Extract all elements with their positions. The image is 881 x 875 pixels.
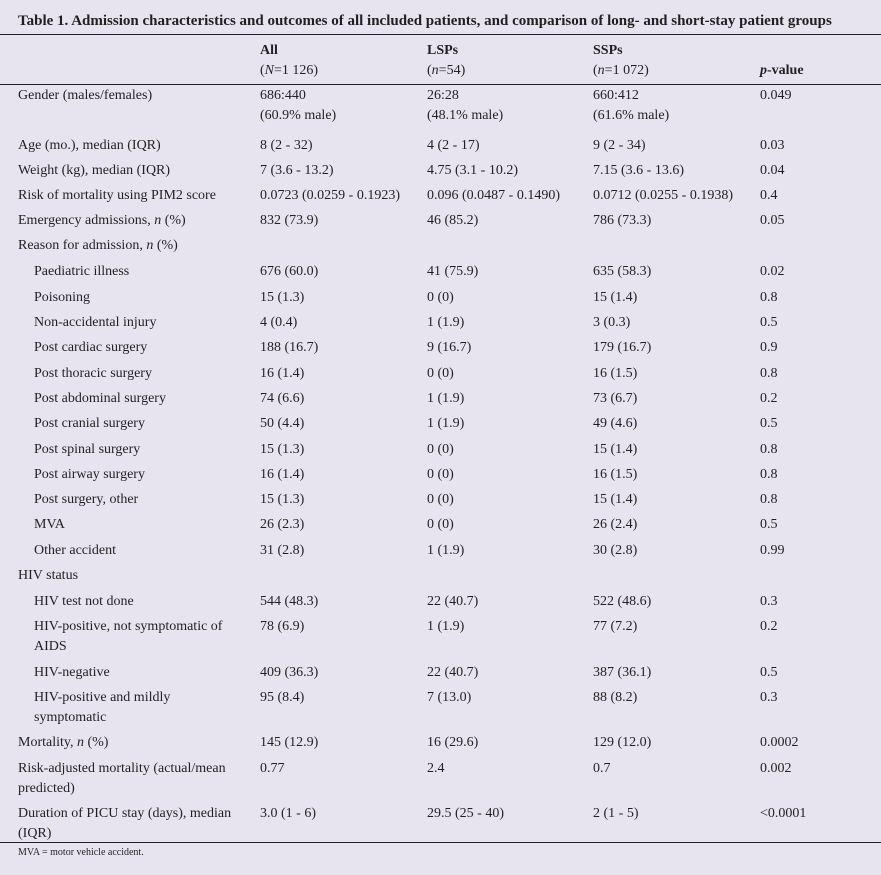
p-value: 0.049: [760, 88, 792, 103]
row-label: Gender (males/females): [18, 88, 153, 103]
value-ssp: 15 (1.4): [593, 290, 638, 305]
value-lsp: 1 (1.9): [427, 391, 465, 406]
value-all: 16 (1.4): [260, 366, 305, 381]
row-label: Emergency admissions, n (%): [18, 213, 186, 228]
value-ssp: 786 (73.3): [593, 213, 652, 228]
column-header-p-value: p-value: [760, 63, 804, 78]
value-all: 544 (48.3): [260, 594, 319, 609]
bottom-rule: [0, 842, 881, 843]
value-ssp: 26 (2.4): [593, 517, 638, 532]
p-value: 0.2: [760, 391, 778, 406]
value-all: 31 (2.8): [260, 543, 305, 558]
p-value: 0.0002: [760, 735, 799, 750]
p-value: 0.99: [760, 543, 785, 558]
p-value: 0.5: [760, 416, 778, 431]
p-value: 0.002: [760, 761, 792, 776]
value-ssp: 15 (1.4): [593, 442, 638, 457]
row-label: HIV-negative: [34, 665, 110, 680]
value-ssp: 660:412 (61.6% male): [593, 88, 670, 123]
value-lsp: 29.5 (25 - 40): [427, 806, 504, 821]
value-all: 0.77: [260, 761, 285, 776]
row-label: Mortality, n (%): [18, 735, 109, 750]
row-label: HIV status: [18, 568, 79, 583]
value-all: 16 (1.4): [260, 467, 305, 482]
row-label: Post airway surgery: [34, 467, 145, 482]
row-label: Post cranial surgery: [34, 416, 145, 431]
value-ssp: 0.7: [593, 761, 611, 776]
row-label: Post abdominal surgery: [34, 391, 166, 406]
row-label: Paediatric illness: [34, 264, 130, 279]
value-ssp: 387 (36.1): [593, 665, 652, 680]
p-value: 0.5: [760, 315, 778, 330]
value-ssp: 7.15 (3.6 - 13.6): [593, 163, 684, 178]
value-all: 26 (2.3): [260, 517, 305, 532]
value-lsp: 0 (0): [427, 366, 454, 381]
value-lsp: 1 (1.9): [427, 619, 465, 634]
value-ssp: 30 (2.8): [593, 543, 638, 558]
value-ssp: 15 (1.4): [593, 492, 638, 507]
value-lsp: 9 (16.7): [427, 340, 472, 355]
row-label: HIV-positive and mildly symptomatic: [34, 690, 171, 725]
value-ssp: 73 (6.7): [593, 391, 638, 406]
value-all: 8 (2 - 32): [260, 138, 313, 153]
value-lsp: 16 (29.6): [427, 735, 479, 750]
value-lsp: 2.4: [427, 761, 445, 776]
row-label: Reason for admission, n (%): [18, 238, 178, 253]
value-ssp: 49 (4.6): [593, 416, 638, 431]
value-lsp: 41 (75.9): [427, 264, 479, 279]
value-all: 4 (0.4): [260, 315, 298, 330]
p-value: 0.3: [760, 690, 778, 705]
row-label: HIV-positive, not symptomatic of AIDS: [34, 619, 223, 654]
value-lsp: 1 (1.9): [427, 543, 465, 558]
p-value: 0.2: [760, 619, 778, 634]
value-lsp: 0 (0): [427, 492, 454, 507]
row-label: Risk of mortality using PIM2 score: [18, 188, 216, 203]
p-value: 0.8: [760, 467, 778, 482]
value-ssp: 635 (58.3): [593, 264, 652, 279]
value-lsp: 0 (0): [427, 517, 454, 532]
value-all: 7 (3.6 - 13.2): [260, 163, 334, 178]
p-value: <0.0001: [760, 806, 807, 821]
value-ssp: 16 (1.5): [593, 467, 638, 482]
row-label: Post spinal surgery: [34, 442, 141, 457]
value-ssp: 16 (1.5): [593, 366, 638, 381]
row-label: Post surgery, other: [34, 492, 139, 507]
value-lsp: 0 (0): [427, 290, 454, 305]
value-lsp: 7 (13.0): [427, 690, 472, 705]
value-lsp: 4 (2 - 17): [427, 138, 480, 153]
column-header-ssps: SSPs (n=1 072): [593, 43, 649, 78]
value-lsp: 26:28 (48.1% male): [427, 88, 504, 123]
value-lsp: 22 (40.7): [427, 594, 479, 609]
value-all: 3.0 (1 - 6): [260, 806, 316, 821]
value-all: 15 (1.3): [260, 442, 305, 457]
value-all: 832 (73.9): [260, 213, 319, 228]
row-label: Age (mo.), median (IQR): [18, 138, 161, 153]
value-lsp: 1 (1.9): [427, 315, 465, 330]
value-ssp: 88 (8.2): [593, 690, 638, 705]
row-label: Risk-adjusted mortality (actual/mean predicted): [18, 761, 226, 796]
p-value: 0.05: [760, 213, 785, 228]
p-value: 0.5: [760, 665, 778, 680]
value-ssp: 2 (1 - 5): [593, 806, 639, 821]
value-all: 15 (1.3): [260, 492, 305, 507]
value-all: 676 (60.0): [260, 264, 319, 279]
row-label: Duration of PICU stay (days), median (IQR): [18, 806, 232, 841]
table-header: [0, 34, 881, 84]
value-all: 74 (6.6): [260, 391, 305, 406]
row-label: Other accident: [34, 543, 117, 558]
value-ssp: 3 (0.3): [593, 315, 631, 330]
value-all: 95 (8.4): [260, 690, 305, 705]
value-lsp: 0.096 (0.0487 - 0.1490): [427, 188, 560, 203]
value-all: 78 (6.9): [260, 619, 305, 634]
p-value: 0.4: [760, 188, 778, 203]
p-value: 0.9: [760, 340, 778, 355]
value-lsp: 46 (85.2): [427, 213, 479, 228]
value-ssp: 0.0712 (0.0255 - 0.1938): [593, 188, 733, 203]
table-footnote: MVA = motor vehicle accident.: [18, 847, 144, 858]
value-all: 50 (4.4): [260, 416, 305, 431]
p-value: 0.3: [760, 594, 778, 609]
column-header-all: All (N=1 126): [260, 43, 319, 78]
row-label: MVA: [34, 517, 65, 532]
value-all: 0.0723 (0.0259 - 0.1923): [260, 188, 400, 203]
value-lsp: 22 (40.7): [427, 665, 479, 680]
value-all: 409 (36.3): [260, 665, 319, 680]
p-value: 0.04: [760, 163, 785, 178]
value-lsp: 4.75 (3.1 - 10.2): [427, 163, 518, 178]
row-label: Post thoracic surgery: [34, 366, 152, 381]
column-header-lsps: LSPs (n=54): [427, 43, 466, 78]
value-lsp: 0 (0): [427, 442, 454, 457]
value-all: 188 (16.7): [260, 340, 319, 355]
value-all: 686:440 (60.9% male): [260, 88, 337, 123]
value-ssp: 77 (7.2): [593, 619, 638, 634]
value-all: 145 (12.9): [260, 735, 319, 750]
row-label: Weight (kg), median (IQR): [18, 163, 171, 178]
value-lsp: 0 (0): [427, 467, 454, 482]
value-lsp: 1 (1.9): [427, 416, 465, 431]
p-value: 0.8: [760, 442, 778, 457]
p-value: 0.5: [760, 517, 778, 532]
row-label: Post cardiac surgery: [34, 340, 148, 355]
value-all: 15 (1.3): [260, 290, 305, 305]
p-value: 0.8: [760, 492, 778, 507]
row-label: Poisoning: [34, 290, 91, 305]
row-label: HIV test not done: [34, 594, 134, 609]
p-value: 0.8: [760, 290, 778, 305]
value-ssp: 129 (12.0): [593, 735, 652, 750]
p-value: 0.03: [760, 138, 785, 153]
row-label: Non-accidental injury: [34, 315, 157, 330]
value-ssp: 179 (16.7): [593, 340, 652, 355]
p-value: 0.02: [760, 264, 785, 279]
table-caption: Table 1. Admission characteristics and outcomes of all included patients, and comparison of long- and short-stay patient groups: [0, 0, 881, 34]
value-ssp: 522 (48.6): [593, 594, 652, 609]
value-ssp: 9 (2 - 34): [593, 138, 646, 153]
p-value: 0.8: [760, 366, 778, 381]
